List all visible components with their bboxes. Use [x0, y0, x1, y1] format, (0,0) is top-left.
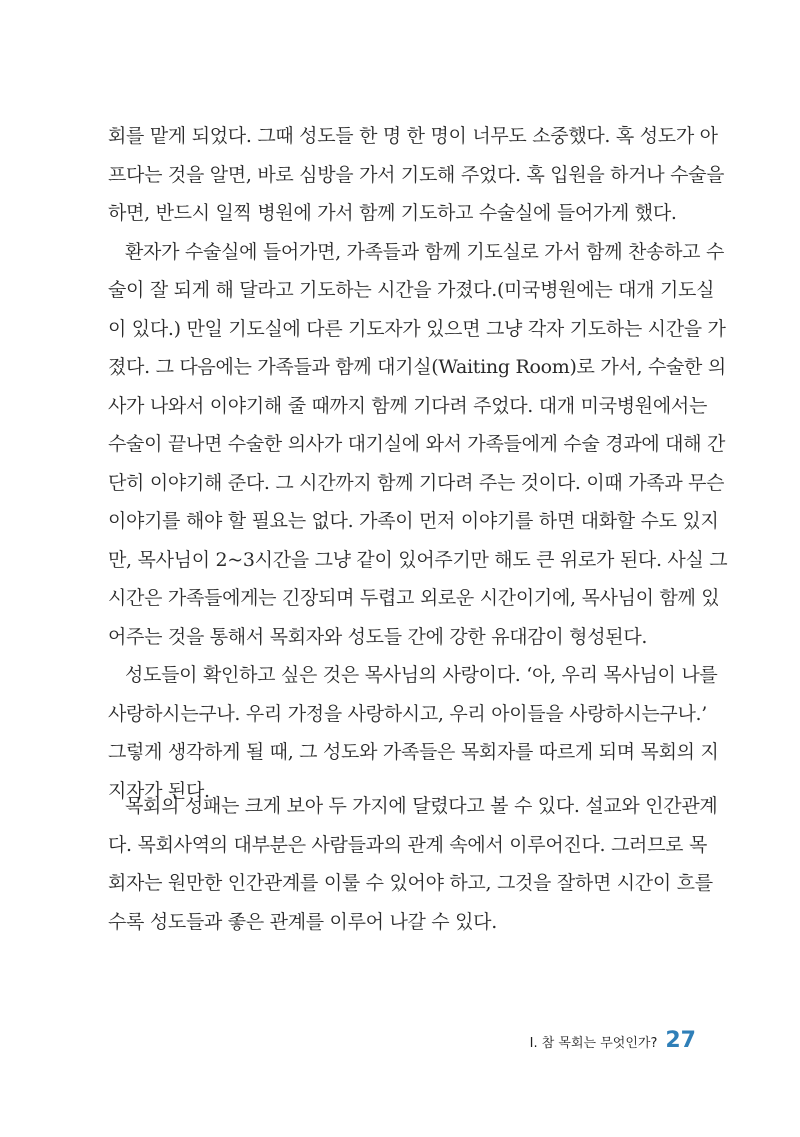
text-line: 하면, 반드시 일찍 병원에 가서 함께 기도하고 수술실에 들어가게 했다. [108, 202, 677, 224]
text-line: 목회의 성패는 크게 보아 두 가지에 달렸다고 볼 수 있다. 설교와 인간관계 [125, 795, 718, 817]
text-line: 어주는 것을 통해서 목회자와 성도들 간에 강한 유대감이 형성된다. [108, 625, 648, 648]
text-line: 다. 목회사역의 대부분은 사람들과의 관계 속에서 이루어진다. 그러므로 목 [108, 833, 708, 856]
chapter-title: I. 참 목회는 무엇인가? [529, 1036, 658, 1051]
text-line: 지자가 된다. [108, 779, 210, 802]
text-line: 사가 나와서 이야기해 줄 때까지 함께 기다려 주었다. 대개 미국병원에서는 [108, 394, 708, 417]
text-line: 이 있다.) 만일 기도실에 다른 기도자가 있으면 그냥 각자 기도하는 시간을 가 [108, 317, 726, 340]
text-line: 시간은 가족들에게는 긴장되며 두렵고 외로운 시간이기에, 목사님이 함께 있 [108, 587, 720, 609]
text-line: 수록 성도들과 좋은 관계를 이루어 나갈 수 있다. [108, 910, 497, 933]
text-line: 만, 목사님이 2~3시간을 그냥 같이 있어주기만 해도 큰 위로가 된다. 사실 그 [108, 548, 728, 571]
text-line: 이야기를 해야 할 필요는 없다. 가족이 먼저 이야기를 하면 대화할 수도 있지 [108, 510, 719, 532]
text-line: 졌다. 그 다음에는 가족들과 함께 대기실(Waiting Room)로 가서, 수술한 의 [108, 356, 726, 378]
page-footer [530, 1028, 696, 1058]
text-line: 수술이 끝나면 수술한 의사가 대기실에 와서 가족들에게 수술 경과에 대해 간 [108, 433, 726, 455]
text-line: 회를 맡게 되었다. 그때 성도들 한 명 한 명이 너무도 소중했다. 혹 성도가 아 [108, 125, 718, 147]
text-line: 그렇게 생각하게 될 때, 그 성도와 가족들은 목회자를 따르게 되며 목회의 지 [108, 741, 719, 763]
text-line: 술이 잘 되게 해 달라고 기도하는 시간을 가졌다.(미국병원에는 대개 기도실 [108, 279, 715, 301]
text-line: 성도들이 확인하고 싶은 것은 목사님의 사랑이다. ‘아, 우리 목사님이 나를 [125, 664, 718, 686]
text-line: 사랑하시는구나. 우리 가정을 사랑하시고, 우리 아이들을 사랑하시는구나.’ [108, 702, 708, 725]
body-text-section-2 [108, 787, 718, 941]
page-number: 27 [665, 1028, 696, 1053]
text-line: 단히 이야기해 준다. 그 시간까지 함께 기다려 주는 것이다. 이때 가족과 무슨 [108, 471, 725, 494]
text-line: 환자가 수술실에 들어가면, 가족들과 함께 기도실로 가서 함께 찬송하고 수 [125, 240, 725, 263]
text-line: 회자는 원만한 인간관계를 이룰 수 있어야 하고, 그것을 잘하면 시간이 흐를 [108, 872, 713, 894]
text-line: 프다는 것을 알면, 바로 심방을 가서 기도해 주었다. 혹 입원을 하거나 수술을 [108, 163, 725, 186]
body-text-section-1 [108, 117, 728, 810]
